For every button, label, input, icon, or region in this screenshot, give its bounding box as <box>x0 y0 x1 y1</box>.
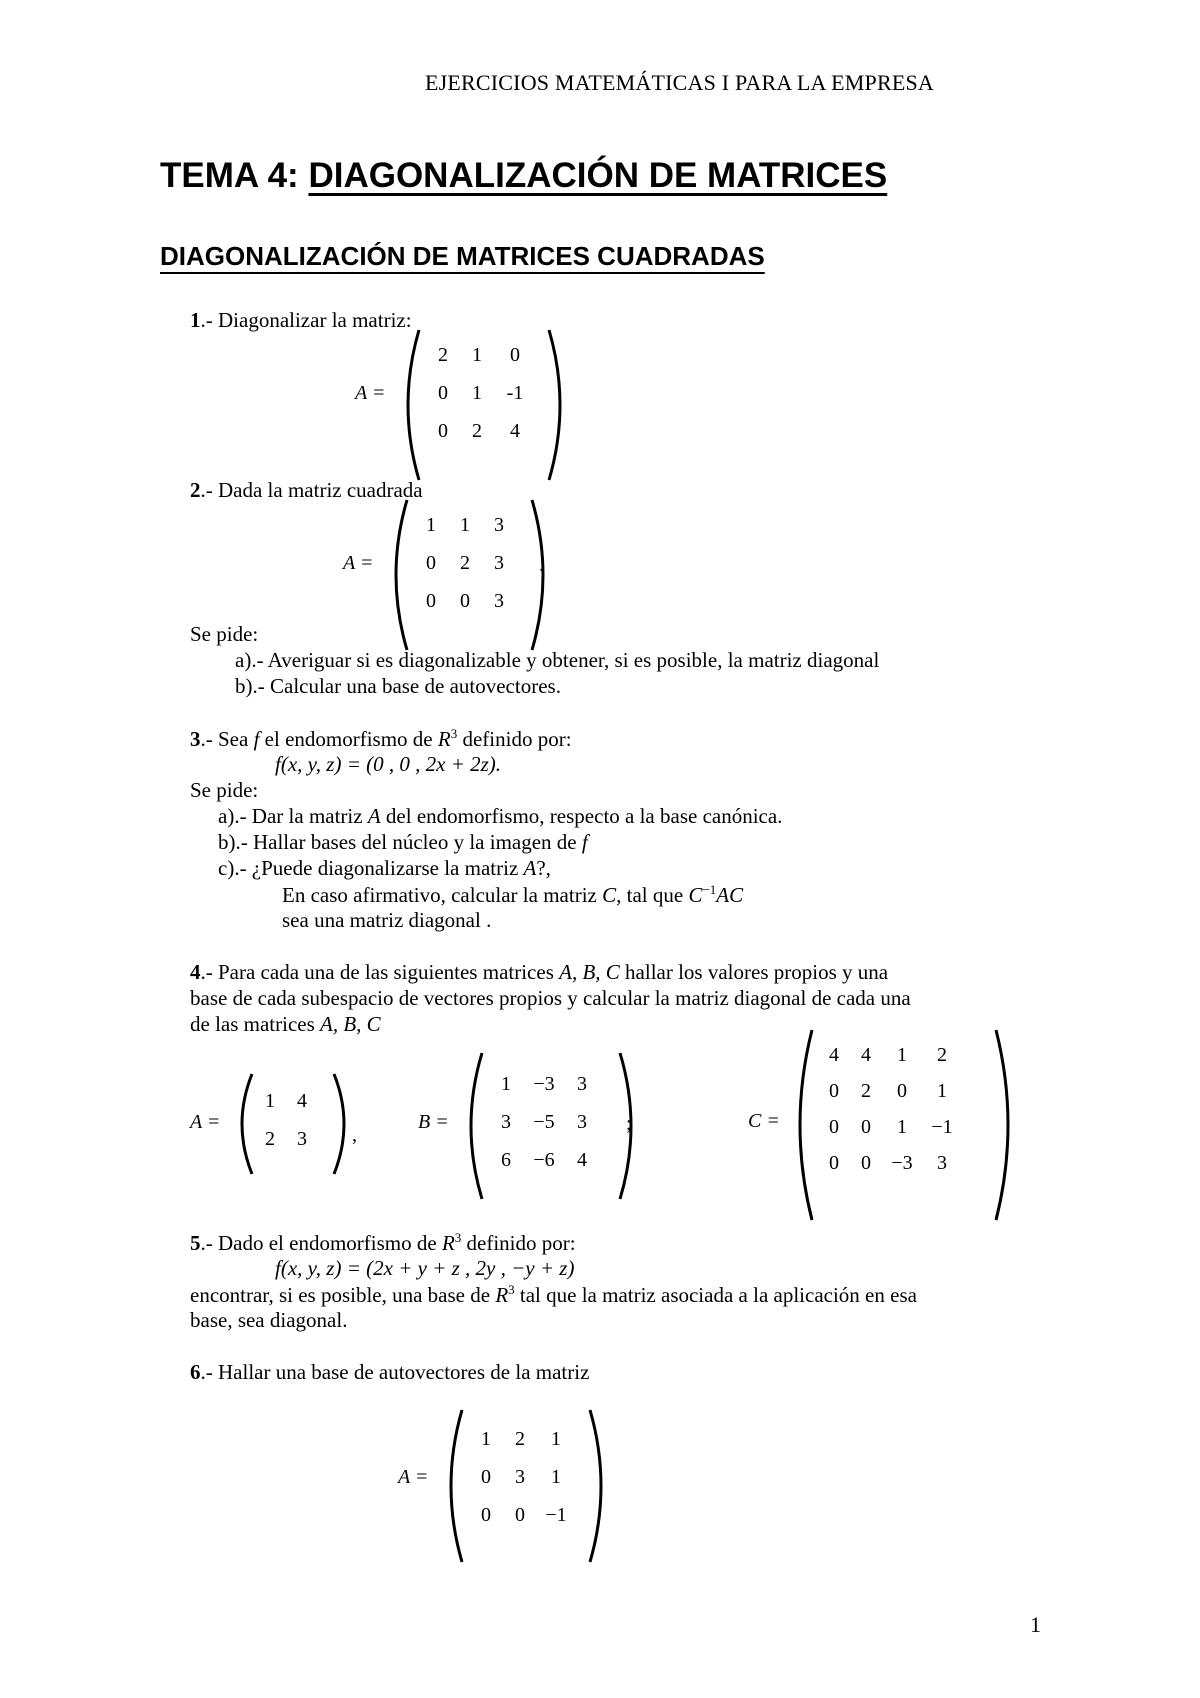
exponent: −1 <box>702 882 717 897</box>
text: a).- Dar la matriz <box>218 804 368 828</box>
matrix-cell: 4 <box>577 1149 587 1171</box>
text: En caso afirmativo, calcular la matriz <box>282 883 603 907</box>
matrix-cell: 2 <box>472 420 482 442</box>
exercise-6-number: 6 <box>190 1360 201 1384</box>
text: .- Para cada una de las siguientes matrices <box>200 960 560 984</box>
matrix-cell: 2 <box>438 344 448 366</box>
matrix-label: C = <box>748 1110 780 1132</box>
matrix-cell: 3 <box>494 552 504 574</box>
matrix-cell: 4 <box>510 420 520 442</box>
set-symbol: R <box>441 1231 455 1255</box>
bracket-pair <box>234 1074 244 1084</box>
matrix-cell: 4 <box>297 1090 307 1112</box>
matrix-symbol: A <box>367 804 381 828</box>
matrix-cell: 1 <box>897 1116 907 1138</box>
matrix-cell: 1 <box>551 1428 561 1450</box>
exercise-3-part-c-line3: sea una matriz diagonal . <box>282 908 492 932</box>
matrix-cell: −5 <box>533 1111 555 1133</box>
exercise-3-se-pide: Se pide: <box>190 778 259 802</box>
exercise-4-number: 4 <box>190 960 201 984</box>
section-title: DIAGONALIZACIÓN DE MATRICES CUADRADAS <box>160 241 765 271</box>
text: b).- Hallar bases del núcleo y la imagen de <box>218 830 582 854</box>
matrix-cell: 6 <box>501 1149 511 1171</box>
matrix-cell: 2 <box>515 1428 525 1450</box>
matrix-symbols: A, B, C <box>320 1012 381 1036</box>
matrix-cell: 1 <box>472 344 482 366</box>
exercise-4-line2: base de cada subespacio de vectores propios y calcular la matriz diagonal de cada una <box>190 986 911 1010</box>
matrix-cell: 0 <box>829 1152 839 1174</box>
bracket-pair <box>399 330 409 340</box>
chapter-main: DIAGONALIZACIÓN DE MATRICES <box>308 156 888 195</box>
matrix-cell: −1 <box>545 1504 567 1526</box>
text: .- Dado el endomorfismo de <box>200 1231 442 1255</box>
set-symbol: R <box>495 1283 509 1307</box>
matrix-cell: 0 <box>438 420 448 442</box>
exercise-3-part-b <box>218 830 588 855</box>
set-symbol: R <box>437 727 451 751</box>
matrix-comma: , <box>352 1124 357 1146</box>
exercise-3-part-a <box>218 804 782 829</box>
matrix-cell: 3 <box>494 514 504 536</box>
exercise-3-number: 3 <box>190 727 201 751</box>
function-symbol: f <box>581 830 588 854</box>
matrix-cell: 1 <box>472 382 482 404</box>
matrix-cell: 0 <box>510 344 520 366</box>
exercise-2-part-b: b).- Calcular una base de autovectores. <box>235 674 561 698</box>
matrix-cell: 4 <box>829 1044 839 1066</box>
text: del endomorfismo, respecto a la base canónica. <box>380 804 783 828</box>
matrix-cell: −3 <box>891 1152 913 1174</box>
text: .- Sea <box>200 727 254 751</box>
matrix-cell: −1 <box>931 1116 953 1138</box>
exercise-3-formula: f(x, y, z) = (0 , 0 , 2x + 2z). <box>275 752 502 776</box>
exercise-3-part-c <box>218 856 551 881</box>
exercise-2-part-a: a).- Averiguar si es diagonalizable y obtener, si es posible, la matriz diagonal <box>235 648 880 672</box>
exercise-4-statement <box>190 960 888 985</box>
matrix-symbols: A, B, C <box>559 960 620 984</box>
matrix-cell: 3 <box>515 1466 525 1488</box>
text: , tal que <box>616 883 689 907</box>
matrix-semicolon: ; <box>626 1113 632 1135</box>
matrix-cell: 1 <box>937 1080 947 1102</box>
matrix-cell: 0 <box>481 1466 491 1488</box>
text: encontrar, si es posible, una base de <box>190 1283 496 1307</box>
matrix-cell: 1 <box>481 1428 491 1450</box>
exercise-1-statement <box>190 308 412 333</box>
exercise-2-number: 2 <box>190 478 201 502</box>
page-number: 1 <box>1030 1612 1041 1637</box>
exercise-2-se-pide: Se pide: <box>190 622 259 646</box>
exercise-5-number: 5 <box>190 1231 201 1255</box>
matrix-cell: -1 <box>506 382 524 404</box>
text: tal que la matriz asociada a la aplicación en esa <box>514 1283 917 1307</box>
text: definido por: <box>461 1231 576 1255</box>
exponent: 3 <box>508 1282 515 1297</box>
exercise-5-line4: base, sea diagonal. <box>190 1308 348 1332</box>
matrix-label: B = <box>418 1111 449 1133</box>
matrix-cell: 1 <box>265 1090 275 1112</box>
bracket-pair <box>792 1030 802 1040</box>
matrix-cell: 3 <box>577 1073 587 1095</box>
exponent: 3 <box>454 1230 462 1245</box>
exercise-1-number: 1 <box>190 308 201 332</box>
matrix-cell: 2 <box>265 1128 275 1150</box>
matrix-cell: 3 <box>297 1128 307 1150</box>
matrix-cell: 0 <box>861 1116 871 1138</box>
matrix-label: A = <box>355 382 386 404</box>
exercise-5-line3 <box>190 1282 917 1308</box>
matrix-cell: 4 <box>861 1044 871 1066</box>
chapter-sep: : <box>287 156 309 195</box>
text: definido por: <box>457 727 572 751</box>
matrix-expression: AC <box>716 883 744 907</box>
page-header: EJERCICIOS MATEMÁTICAS I PARA LA EMPRESA <box>425 70 934 95</box>
exercise-5-formula: f(x, y, z) = (2x + y + z , 2y , −y + z) <box>275 1256 575 1280</box>
matrix-cell: 1 <box>426 514 436 536</box>
matrix-cell: 0 <box>481 1504 491 1526</box>
matrix-cell: 1 <box>501 1073 511 1095</box>
matrix-cell: 2 <box>937 1044 947 1066</box>
exercise-1-text: .- Diagonalizar la matriz: <box>200 308 412 332</box>
matrix-cell: 0 <box>829 1080 839 1102</box>
text: ?, <box>536 856 551 880</box>
exponent: 3 <box>450 726 458 741</box>
exercise-3-part-c-line2 <box>282 882 743 908</box>
matrix-cell: 3 <box>494 590 504 612</box>
matrix-cell: 0 <box>426 590 436 612</box>
matrix-cell: 0 <box>897 1080 907 1102</box>
text: el endomorfismo de <box>259 727 438 751</box>
bracket-pair <box>442 1410 452 1420</box>
matrix-label: A = <box>190 1111 221 1133</box>
exercise-3-statement <box>190 726 572 752</box>
bracket-pair <box>387 500 397 510</box>
matrix-cell: 1 <box>897 1044 907 1066</box>
matrix-cell: 0 <box>438 382 448 404</box>
matrix-cell: 0 <box>426 552 436 574</box>
matrix-cell: 3 <box>937 1152 947 1174</box>
matrix-cell: 2 <box>861 1080 871 1102</box>
chapter-title <box>160 156 887 196</box>
matrix-cell: −6 <box>533 1149 555 1171</box>
exercise-2-text: .- Dada la matriz cuadrada <box>200 478 423 502</box>
matrix-cell: 0 <box>460 590 470 612</box>
matrix-label: A = <box>343 552 374 574</box>
matrix-cell: 1 <box>551 1466 561 1488</box>
text: hallar los valores propios y una <box>619 960 889 984</box>
matrix-cell: 0 <box>829 1116 839 1138</box>
matrix-cell: 2 <box>460 552 470 574</box>
text: de las matrices <box>190 1012 321 1036</box>
matrix-cell: −3 <box>533 1073 555 1095</box>
function-symbol: f <box>253 727 260 751</box>
matrix-symbol: A <box>523 856 537 880</box>
exercise-4-line3 <box>190 1012 381 1037</box>
matrix-cell: 3 <box>501 1111 511 1133</box>
matrix-cell: 1 <box>460 514 470 536</box>
exercise-6-statement <box>190 1360 589 1385</box>
matrix-symbol: C <box>602 883 617 907</box>
bracket-pair <box>462 1053 472 1063</box>
chapter-prefix: TEMA 4 <box>160 156 288 195</box>
matrix-period: . <box>539 554 544 576</box>
matrix-cell: 3 <box>577 1111 587 1133</box>
matrix-symbol: C <box>688 883 703 907</box>
matrix-cell: 0 <box>515 1504 525 1526</box>
matrix-label: A = <box>398 1466 429 1488</box>
exercise-6-text: .- Hallar una base de autovectores de la matriz <box>200 1360 590 1384</box>
exercise-5-statement <box>190 1230 576 1256</box>
matrix-cell: 0 <box>861 1152 871 1174</box>
text: c).- ¿Puede diagonalizarse la matriz <box>218 856 524 880</box>
